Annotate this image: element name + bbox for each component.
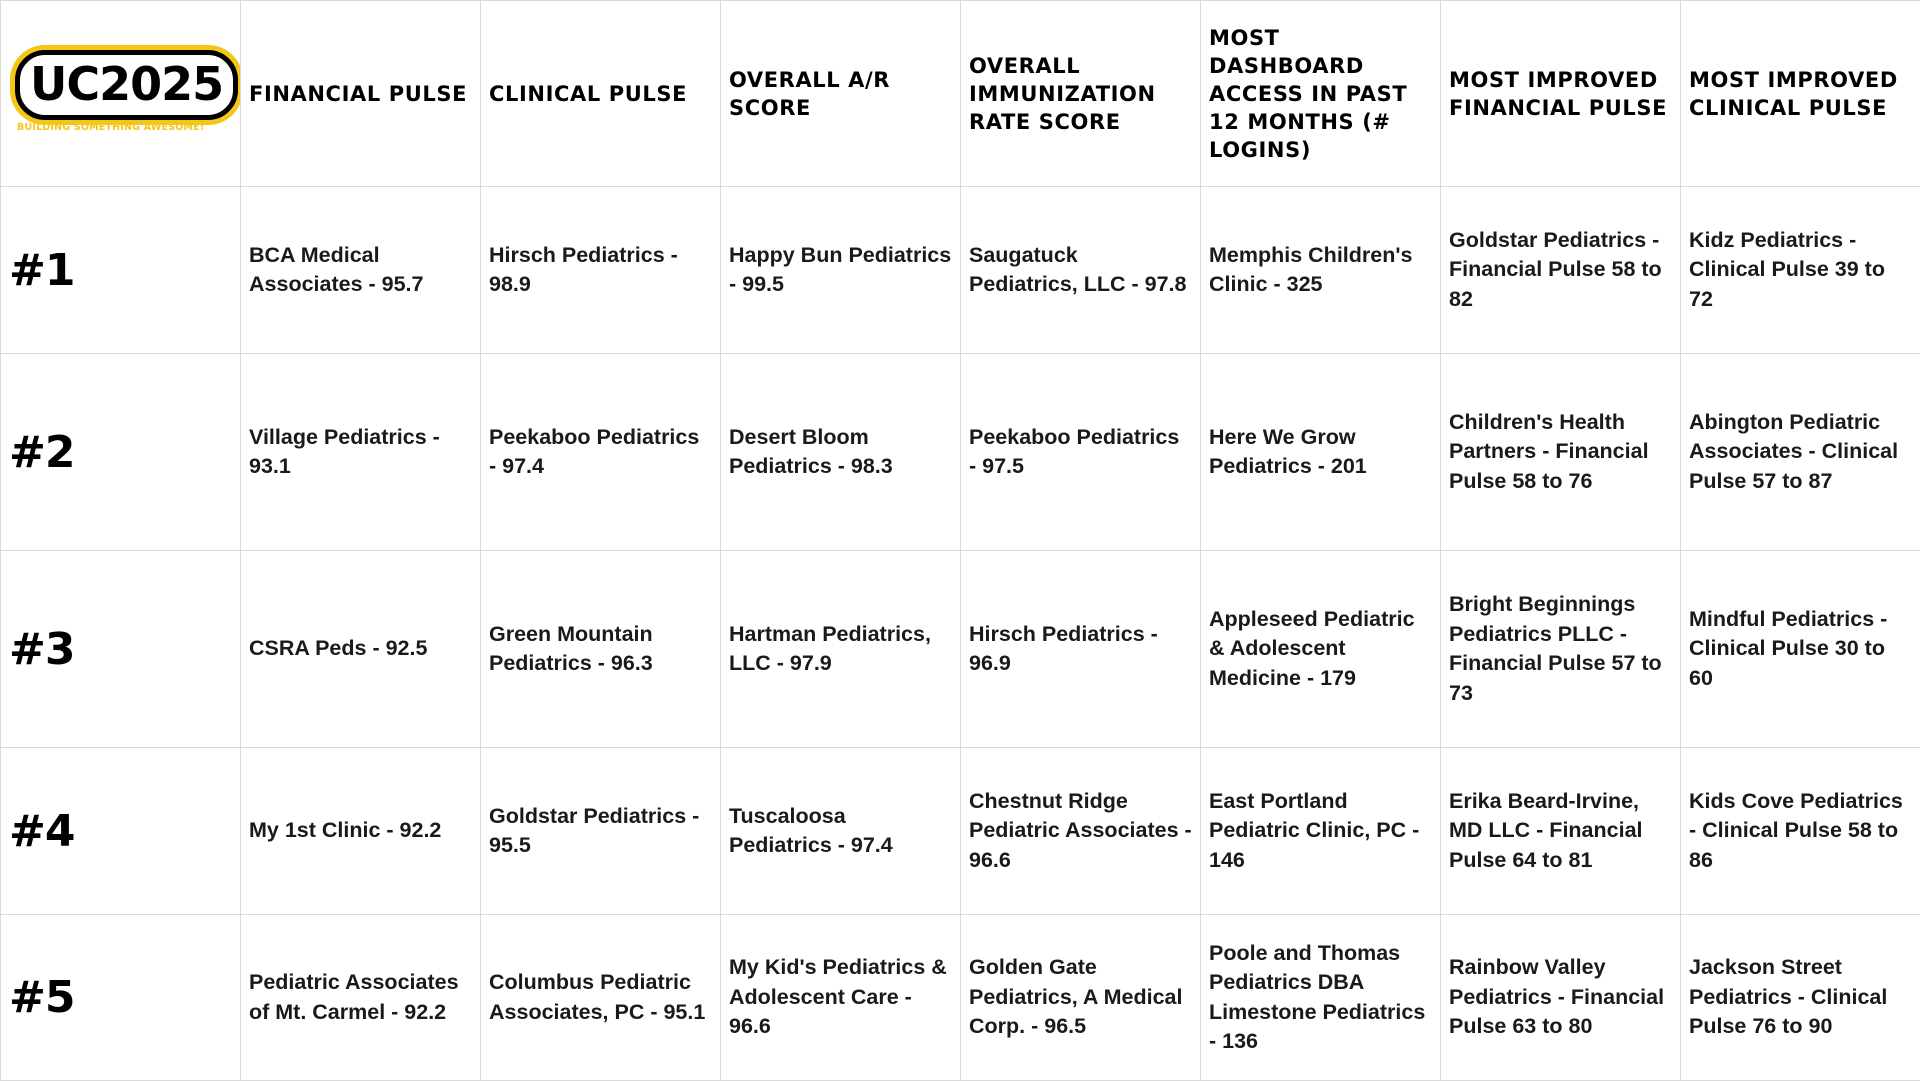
ar-score-cell: Happy Bun Pediatrics - 99.5 [721,187,961,354]
financial-pulse-cell: Village Pediatrics - 93.1 [241,354,481,551]
immunization-score-cell: Saugatuck Pediatrics, LLC - 97.8 [961,187,1201,354]
clinical-pulse-cell: Hirsch Pediatrics - 98.9 [481,187,721,354]
uc2025-logo [9,48,217,140]
rank-label: #2 [1,354,241,551]
financial-pulse-cell: BCA Medical Associates - 95.7 [241,187,481,354]
rank-label: #5 [1,915,241,1081]
improved-financial-cell: Rainbow Valley Pediatrics - Financial Pulse 63 to 80 [1441,915,1681,1081]
improved-clinical-cell: Abington Pediatric Associates - Clinical Pulse 57 to 87 [1681,354,1920,551]
immunization-score-cell: Peekaboo Pediatrics - 97.5 [961,354,1201,551]
logo-tagline: BUILDING SOMETHING AWESOME! [17,122,227,134]
improved-financial-cell: Erika Beard-Irvine, MD LLC - Financial Pulse 64 to 81 [1441,748,1681,915]
dashboard-access-cell: Appleseed Pediatric & Adolescent Medicine - 179 [1201,551,1441,748]
logo-cell [1,1,241,187]
improved-financial-cell: Goldstar Pediatrics - Financial Pulse 58 to 82 [1441,187,1681,354]
ar-score-cell: Desert Bloom Pediatrics - 98.3 [721,354,961,551]
rank-label: #1 [1,187,241,354]
immunization-score-cell: Golden Gate Pediatrics, A Medical Corp. - 96.5 [961,915,1201,1081]
improved-financial-cell: Children's Health Partners - Financial Pulse 58 to 76 [1441,354,1681,551]
clinical-pulse-cell: Green Mountain Pediatrics - 96.3 [481,551,721,748]
rank-label: #4 [1,748,241,915]
clinical-pulse-cell: Goldstar Pediatrics - 95.5 [481,748,721,915]
header-improved-financial: MOST IMPROVED FINANCIAL PULSE [1441,1,1681,187]
clinical-pulse-cell: Columbus Pediatric Associates, PC - 95.1 [481,915,721,1081]
header-improved-clinical: MOST IMPROVED CLINICAL PULSE [1681,1,1920,187]
dashboard-access-cell: Poole and Thomas Pediatrics DBA Limestone Pediatrics - 136 [1201,915,1441,1081]
improved-clinical-cell: Mindful Pediatrics - Clinical Pulse 30 to 60 [1681,551,1920,748]
header-dashboard-access: MOST DASHBOARD ACCESS IN PAST 12 MONTHS (# LOGINS) [1201,1,1441,187]
table-row [1,187,1920,354]
financial-pulse-cell: CSRA Peds - 92.5 [241,551,481,748]
rank-label: #3 [1,551,241,748]
header-row [1,1,1920,187]
table-row [1,748,1920,915]
logo-text: UC2025 [15,50,238,120]
immunization-score-cell: Chestnut Ridge Pediatric Associates - 96.6 [961,748,1201,915]
clinical-pulse-cell: Peekaboo Pediatrics - 97.4 [481,354,721,551]
header-financial-pulse: FINANCIAL PULSE [241,1,481,187]
dashboard-access-cell: Here We Grow Pediatrics - 201 [1201,354,1441,551]
table-row [1,354,1920,551]
header-immunization-score: OVERALL IMMUNIZATION RATE SCORE [961,1,1201,187]
ar-score-cell: Hartman Pediatrics, LLC - 97.9 [721,551,961,748]
improved-clinical-cell: Kids Cove Pediatrics - Clinical Pulse 58 to 86 [1681,748,1920,915]
table-row [1,915,1920,1081]
financial-pulse-cell: Pediatric Associates of Mt. Carmel - 92.2 [241,915,481,1081]
improved-clinical-cell: Jackson Street Pediatrics - Clinical Pulse 76 to 90 [1681,915,1920,1081]
header-clinical-pulse: CLINICAL PULSE [481,1,721,187]
dashboard-access-cell: East Portland Pediatric Clinic, PC - 146 [1201,748,1441,915]
ar-score-cell: My Kid's Pediatrics & Adolescent Care - 96.6 [721,915,961,1081]
table-row [1,551,1920,748]
improved-clinical-cell: Kidz Pediatrics - Clinical Pulse 39 to 72 [1681,187,1920,354]
improved-financial-cell: Bright Beginnings Pediatrics PLLC - Financial Pulse 57 to 73 [1441,551,1681,748]
ar-score-cell: Tuscaloosa Pediatrics - 97.4 [721,748,961,915]
dashboard-access-cell: Memphis Children's Clinic - 325 [1201,187,1441,354]
financial-pulse-cell: My 1st Clinic - 92.2 [241,748,481,915]
header-ar-score: OVERALL A/R SCORE [721,1,961,187]
immunization-score-cell: Hirsch Pediatrics - 96.9 [961,551,1201,748]
